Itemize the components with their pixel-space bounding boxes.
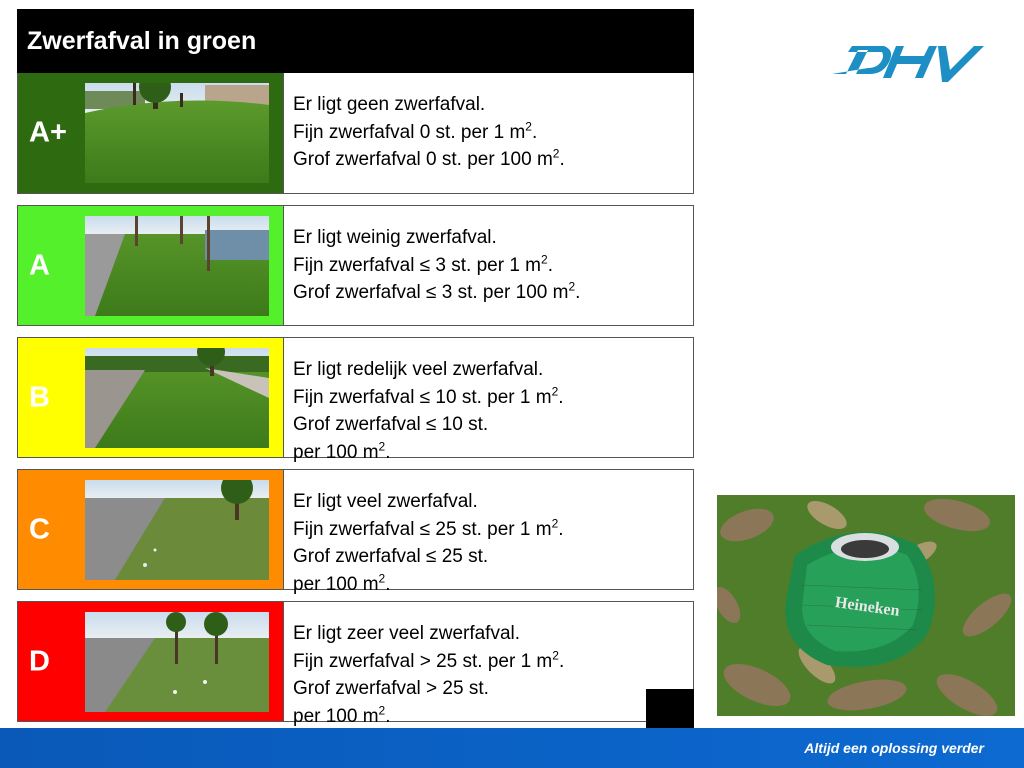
grade-color-cell <box>18 470 284 589</box>
grade-color-cell <box>18 73 284 193</box>
grade-description: Er ligt redelijk veel zwerfafval. Fijn zwerfafval ≤ 10 st. per 1 $m^2$. Grof zwerfafval ≤ 10 st. per 100 $m^2$. <box>293 359 564 463</box>
grade-color-cell <box>18 602 284 721</box>
grade-description: Er ligt veel zwerfafval. Fijn zwerfafval ≤ 25 st. per 1 $m^2$. Grof zwerfafval ≤ 25 st. per 100 $m^2$. <box>293 491 564 595</box>
grade-letter: A <box>29 249 50 281</box>
grass-park-photo <box>85 83 269 183</box>
roadside-grass-photo <box>85 216 269 316</box>
grade-color-cell <box>18 338 284 457</box>
grade-letter: B <box>29 381 50 413</box>
grade-description: Er ligt zeer veel zwerfafval. Fijn zwerfafval > 25 st. per 1 $m^2$. Grof zwerfafval > 25 st. per 100 $m^2$. <box>293 623 565 727</box>
crushed-can-photo <box>717 495 1015 716</box>
grade-row-a <box>17 205 694 326</box>
grade-color-cell <box>18 206 284 325</box>
grade-description: Er ligt weinig zwerfafval. Fijn zwerfafval ≤ 3 st. per 1 $m^2$. Grof zwerfafval ≤ 3 st. per 100 $m^2$. <box>293 227 581 303</box>
bike-path-grass-photo <box>85 348 269 448</box>
dhv-logo <box>828 38 986 90</box>
grade-letter: C <box>29 513 50 545</box>
grade-description: Er ligt geen zwerfafval. Fijn zwerfafval 0 st. per 1 $m^2$. Grof zwerfafval 0 st. per 100 $m^2$. <box>293 94 565 170</box>
slide-title: Zwerfafval in groen <box>17 9 694 73</box>
footer-tagline: Altijd een oplossing verder <box>804 740 984 756</box>
road-verge-litter-photo <box>85 480 269 580</box>
grade-letter: D <box>29 645 50 677</box>
grade-row-a-plus <box>17 73 694 194</box>
can-brand-text: Heineken <box>833 594 901 620</box>
grade-letter: A+ <box>29 116 67 149</box>
grade-row-d <box>17 601 694 727</box>
footer-bar <box>0 728 1024 768</box>
littered-verge-photo <box>85 612 269 712</box>
grade-row-c <box>17 469 694 595</box>
grade-row-b <box>17 337 694 463</box>
